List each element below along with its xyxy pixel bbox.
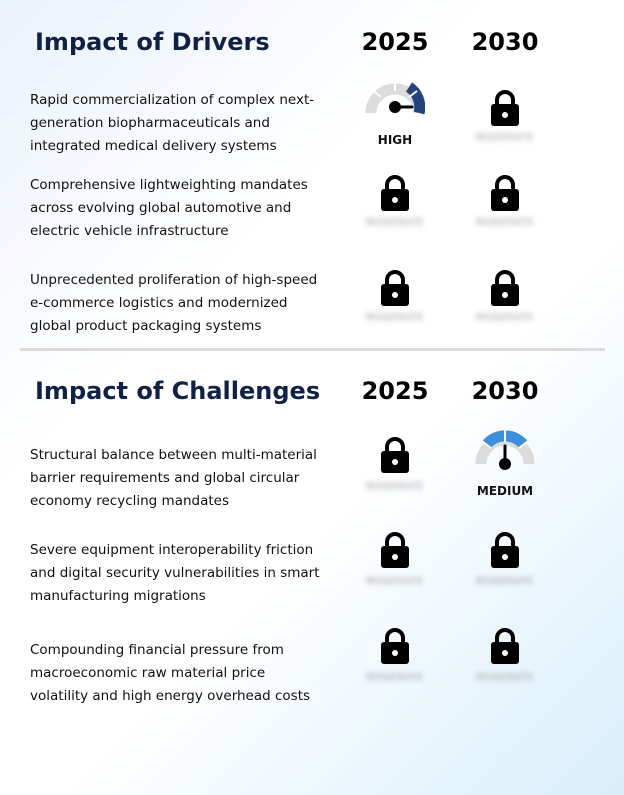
challenge-2025-cell[interactable] (340, 444, 450, 524)
lock-icon (380, 269, 410, 307)
driver-text: Comprehensive lightweighting mandates across evolving global automotive and electric vehicle infrastructure (30, 177, 308, 239)
lock-icon (490, 627, 520, 665)
locked-value: MODERATE (366, 482, 424, 492)
gauge-icon (475, 428, 535, 478)
lock-icon (380, 436, 410, 474)
challenge-row (0, 444, 624, 534)
lock-icon (490, 174, 520, 212)
driver-row (0, 269, 624, 359)
driver-2030-cell[interactable] (450, 174, 560, 254)
section-divider (20, 348, 605, 351)
gauge-label: MEDIUM (476, 484, 534, 498)
lock-icon (490, 89, 520, 127)
lock-icon (380, 174, 410, 212)
challenge-2030-cell[interactable] (450, 539, 560, 619)
driver-2025-cell[interactable] (340, 269, 450, 349)
locked-value: MODERATE (476, 133, 534, 143)
challenge-text: Severe equipment interoperability friction and digital security vulnerabilities in smart manufacturing migrations (30, 542, 320, 604)
lock-icon (490, 531, 520, 569)
drivers-year-2025: 2025 (361, 28, 429, 56)
challenges-year-2030: 2030 (471, 377, 539, 405)
locked-value: MODERATE (366, 577, 424, 587)
driver-text: Rapid commercialization of complex next-generation biopharmaceuticals and integrated medical delivery systems (30, 92, 315, 154)
gauge-label: HIGH (377, 133, 413, 147)
lock-icon (490, 269, 520, 307)
challenge-2030-cell (450, 444, 560, 524)
driver-2030-cell[interactable] (450, 89, 560, 169)
challenges-year-2025: 2025 (361, 377, 429, 405)
locked-value: MODERATE (476, 673, 534, 683)
driver-2025-cell (340, 89, 450, 169)
locked-value: MODERATE (366, 313, 424, 323)
challenge-row (0, 539, 624, 629)
drivers-title: Impact of Drivers (35, 28, 270, 56)
locked-value: MODERATE (366, 218, 424, 228)
driver-2025-cell[interactable] (340, 174, 450, 254)
drivers-year-2030: 2030 (471, 28, 539, 56)
locked-value: MODERATE (366, 673, 424, 683)
challenge-2025-cell[interactable] (340, 639, 450, 719)
challenge-row (0, 639, 624, 729)
challenge-2030-cell[interactable] (450, 639, 560, 719)
challenge-text: Structural balance between multi-material barrier requirements and global circular economy recycling mandates (30, 447, 317, 509)
driver-row (0, 174, 624, 264)
locked-value: MODERATE (476, 313, 534, 323)
gauge-icon (365, 77, 425, 127)
driver-2030-cell[interactable] (450, 269, 560, 349)
driver-row (0, 89, 624, 179)
lock-icon (380, 531, 410, 569)
challenge-text: Compounding financial pressure from macroeconomic raw material price volatility and high energy overhead costs (30, 642, 311, 704)
locked-value: MODERATE (476, 577, 534, 587)
challenge-2025-cell[interactable] (340, 539, 450, 619)
driver-text: Unprecedented proliferation of high-speed e-commerce logistics and modernized global product packaging systems (30, 272, 318, 334)
lock-icon (380, 627, 410, 665)
locked-value: MODERATE (476, 218, 534, 228)
challenges-title: Impact of Challenges (35, 377, 321, 405)
